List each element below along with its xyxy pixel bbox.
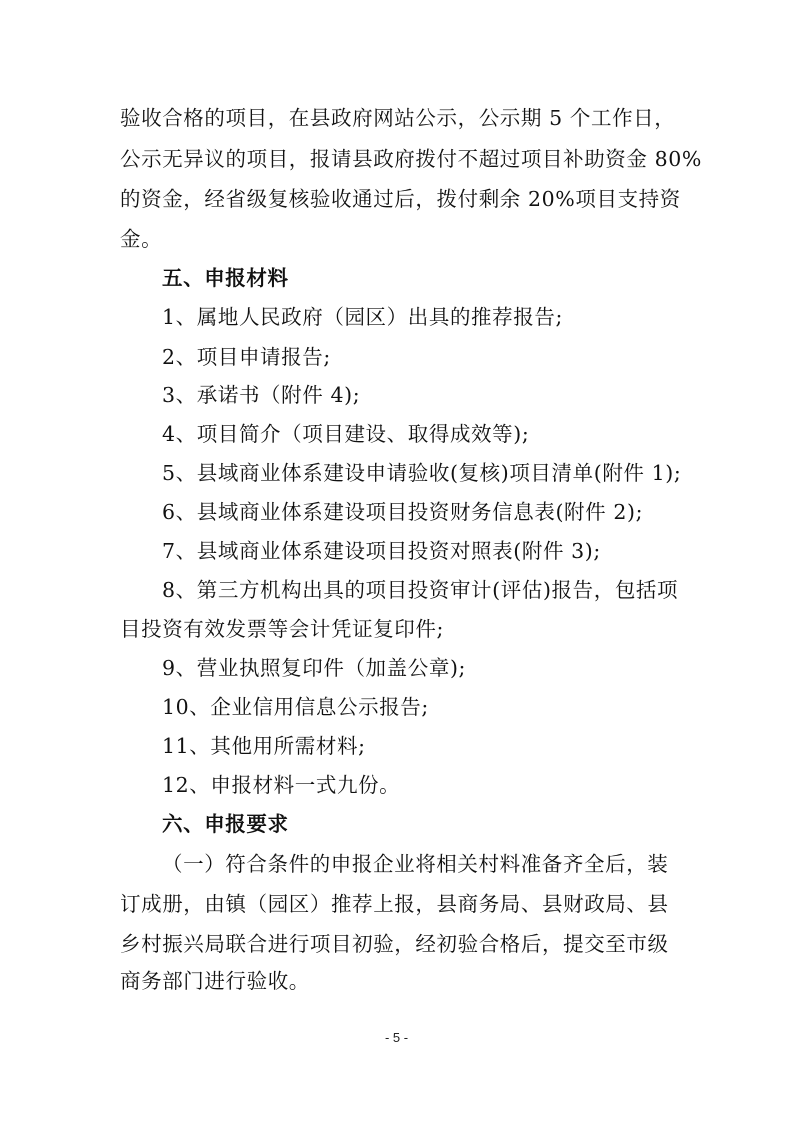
page-number: - 5 - xyxy=(384,1030,409,1045)
requirement-line-2: 订成册，由镇（园区）推荐上报，县商务局、县财政局、县 xyxy=(120,892,669,916)
material-item-8-continued: 目投资有效发票等会计凭证复印件; xyxy=(120,617,445,641)
material-item-9: 9、营业执照复印件（加盖公章); xyxy=(162,656,467,680)
material-item-12: 12、申报材料一式九份。 xyxy=(162,773,401,797)
material-item-2: 2、项目申请报告; xyxy=(162,345,331,369)
section-5-heading: 五、申报材料 xyxy=(162,266,289,290)
requirement-line-1: （一）符合条件的申报企业将相关村料准备齐全后，装 xyxy=(162,852,669,876)
material-item-7: 7、县域商业体系建设项目投资对照表(附件 3); xyxy=(162,539,601,563)
section-6-heading: 六、申报要求 xyxy=(162,812,289,836)
intro-line-3: 的资金，经省级复核验收通过后，拨付剩余 20%项目支持资 xyxy=(120,187,681,211)
requirement-line-3: 乡村振兴局联合进行项目初验，经初验合格后，提交至市级 xyxy=(120,932,669,956)
material-item-10: 10、企业信用信息公示报告; xyxy=(162,695,429,719)
intro-line-4: 金。 xyxy=(120,227,163,251)
material-item-4: 4、项目简介（项目建设、取得成效等); xyxy=(162,422,530,446)
material-item-1: 1、属地人民政府（园区）出具的推荐报告; xyxy=(162,305,563,329)
intro-line-1: 验收合格的项目，在县政府网站公示，公示期 5 个工作日， xyxy=(120,106,676,130)
material-item-5: 5、县域商业体系建设申请验收(复核)项目清单(附件 1); xyxy=(162,461,682,485)
material-item-6: 6、县域商业体系建设项目投资财务信息表(附件 2); xyxy=(162,500,644,524)
intro-line-2: 公示无异议的项目，报请县政府拨付不超过项目补助资金 80% xyxy=(120,147,702,171)
material-item-3: 3、承诺书（附件 4); xyxy=(162,383,361,407)
requirement-line-4: 商务部门进行验收。 xyxy=(120,969,310,993)
material-item-11: 11、其他用所需材料; xyxy=(162,734,366,758)
material-item-8: 8、第三方机构出具的项目投资审计(评估)报告，包括项 xyxy=(162,578,679,602)
